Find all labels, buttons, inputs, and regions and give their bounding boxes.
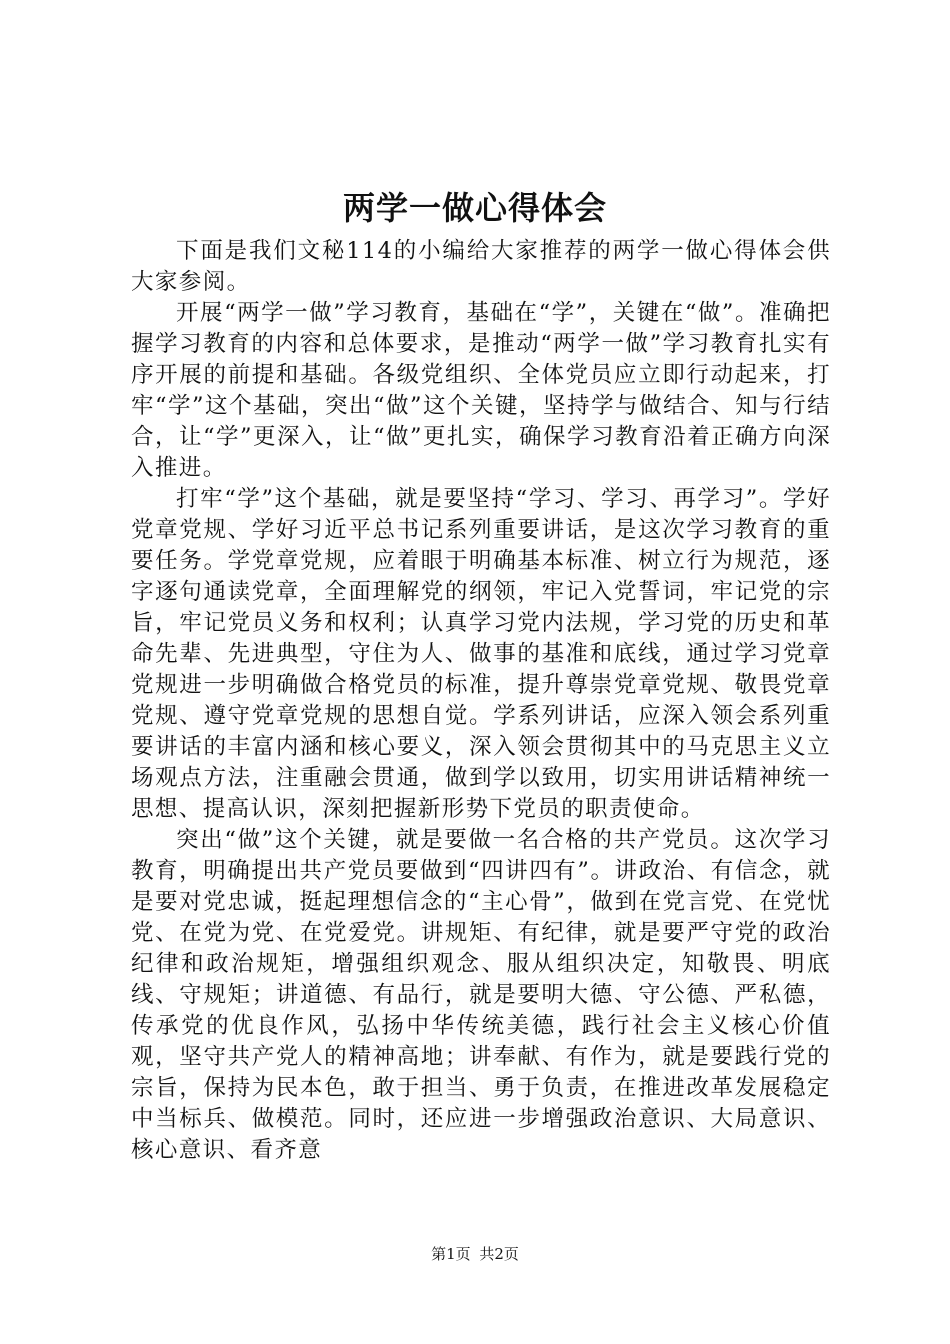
- document-body: [131, 236, 831, 1166]
- body-paragraph-2: 打牢“学”这个基础，就是要坚持“学习、学习、再学习”。学好党章党规、学好习近平总书记系列重要讲话，是这次学习教育的重要任务。学党章党规，应着眼于明确基本标准、树立行为规范，逐字逐句通读党章，全面理解党的纲领，牢记入党誓词，牢记党的宗旨，牢记党员义务和权利；认真学习党内法规，学习党的历史和革命先辈、先进典型，守住为人、做事的基准和底线，通过学习党章党规进一步明确做合格党员的标准，提升尊崇党章党规、敬畏党章党规、遵守党章党规的思想自觉。学系列讲话，应深入领会系列重要讲话的丰富内涵和核心要义，深入领会贯彻其中的马克思主义立场观点方法，注重融会贯通，做到学以致用，切实用讲话精神统一思想、提高认识，深刻把握新形势下党员的职责使命。: [131, 486, 831, 822]
- document-title: 两学一做心得体会: [342, 189, 607, 227]
- page-number: 第1页: [431, 1245, 471, 1263]
- page-footer: [0, 1243, 950, 1265]
- intro-paragraph: 下面是我们文秘114的小编给大家推荐的两学一做心得体会供大家参阅。: [131, 238, 831, 295]
- page-total: 共2页: [479, 1245, 519, 1263]
- body-paragraph-3: 突出“做”这个关键，就是要做一名合格的共产党员。这次学习教育，明确提出共产党员要做到“四讲四有”。讲政治、有信念，就是要对党忠诚，挺起理想信念的“主心骨”，做到在党言党、在党忧党、在党为党、在党爱党。讲规矩、有纪律，就是要严守党的政治纪律和政治规矩，增强组织观念、服从组织决定，知敬畏、明底线、守规矩；讲道德、有品行，就是要明大德、守公德、严私德，传承党的优良作风，弘扬中华传统美德，践行社会主义核心价值观，坚守共产党人的精神高地；讲奉献、有作为，就是要践行党的宗旨，保持为民本色，敢于担当、勇于负责，在推进改革发展稳定中当标兵、做模范。同时，还应进一步增强政治意识、大局意识、核心意识、看齐意: [131, 827, 831, 1163]
- body-paragraph-1: 开展“两学一做”学习教育，基础在“学”，关键在“做”。准确把握学习教育的内容和总体要求，是推动“两学一做”学习教育扎实有序开展的前提和基础。各级党组织、全体党员应立即行动起来，打牢“学”这个基础，突出“做”这个关键，坚持学与做结合、知与行结合，让“学”更深入，让“做”更扎实，确保学习教育沿着正确方向深入推进。: [131, 300, 831, 481]
